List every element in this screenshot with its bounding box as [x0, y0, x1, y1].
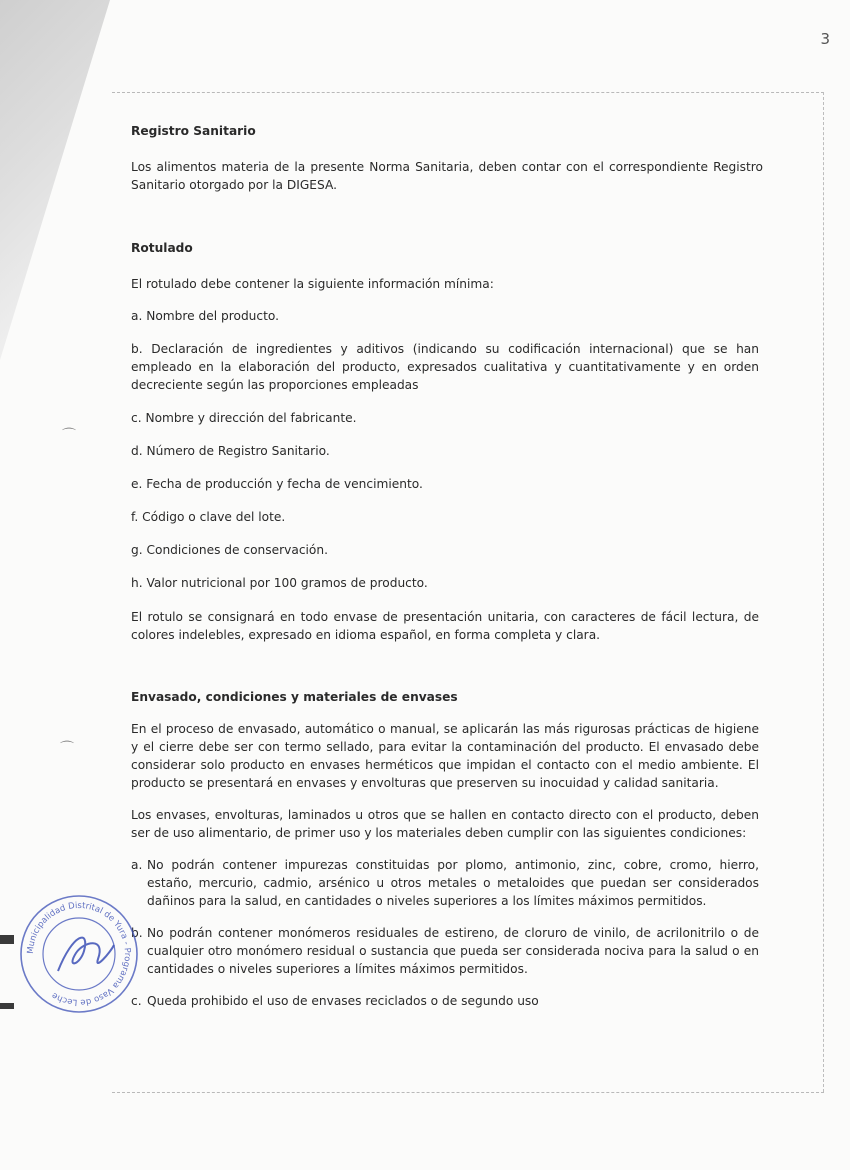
envasado-paragraph: Los envases, envolturas, laminados u otros que se hallen en contacto directo con el producto, deben ser de uso alimentario, de primer uso y los materiales deben cumplir con las siguientes condiciones: — [131, 808, 759, 840]
condition-item — [131, 992, 759, 1010]
section-heading-rotulado: Rotulado — [131, 241, 193, 255]
signature-scribble — [58, 938, 114, 971]
document-body — [131, 122, 763, 1010]
condition-text: Queda prohibido el uso de envases reciclados o de segundo uso — [147, 994, 539, 1008]
rotulado-item: f. Código o clave del lote. — [131, 510, 286, 524]
scan-edge-mark — [0, 1003, 14, 1009]
page-border-top — [112, 92, 824, 93]
rotulado-item: e. Fecha de producción y fecha de vencimiento. — [131, 477, 423, 491]
section-heading-envasado: Envasado, condiciones y materiales de envases — [131, 690, 458, 704]
envasado-paragraph: En el proceso de envasado, automático o manual, se aplicarán las más rigurosas prácticas de higiene y el cierre debe ser con termo sellado, para evitar la contaminación del producto. El envasado debe considerar solo producto en envases herméticos que impidan el contacto con el medio ambiente. El producto se presentará en envases y envolturas que preserven su inocuidad y calidad sanitaria. — [131, 722, 759, 790]
page-border-right — [823, 92, 824, 1092]
condition-text: No podrán contener monómeros residuales de estireno, de cloruro de vinilo, de acrilonitrilo o de cualquier otro monómero residual o sustancia que pueda ser considerada nociva para la salud o en cantidades o niveles superiores a límites máximos permitidos. — [147, 926, 759, 976]
stamp-ring-text: Municipalidad Distrital de Yura - Programa Vaso de Leche — [25, 900, 133, 1008]
rotulado-closing: El rotulo se consignará en todo envase de presentación unitaria, con caracteres de fácil lectura, de colores indelebles, expresado en idioma español, en forma completa y clara. — [131, 610, 759, 642]
registro-paragraph: Los alimentos materia de la presente Norma Sanitaria, deben contar con el correspondiente Registro Sanitario otorgado por la DIGESA. — [131, 160, 763, 192]
rotulado-intro: El rotulado debe contener la siguiente información mínima: — [131, 277, 494, 291]
page-number: 3 — [820, 30, 830, 48]
rotulado-item: d. Número de Registro Sanitario. — [131, 444, 330, 458]
municipal-stamp-seal — [18, 893, 140, 1015]
rotulado-item: a. Nombre del producto. — [131, 309, 279, 323]
condition-letter: a. — [131, 858, 143, 872]
condition-item — [131, 924, 759, 978]
rotulado-item: h. Valor nutricional por 100 gramos de producto. — [131, 576, 428, 590]
section-heading-registro: Registro Sanitario — [131, 124, 256, 138]
rotulado-item: c. Nombre y dirección del fabricante. — [131, 411, 357, 425]
scan-shadow-corner — [0, 0, 110, 360]
condition-letter: b. — [131, 926, 143, 940]
scan-edge-mark — [0, 935, 14, 944]
page-border-bottom — [112, 1092, 824, 1093]
svg-text:Municipalidad Distrital de Yur — [26, 901, 132, 1007]
condition-text: No podrán contener impurezas constituidas por plomo, antimonio, zinc, cobre, cromo, hierro, estaño, mercurio, cadmio, arsénico u otros metales o metaloides que puedan ser considerados dañinos para la salud, en cantidades o niveles superiores a los límites máximos permitidos. — [147, 858, 759, 908]
punch-hole-mark: ⌒ — [60, 741, 74, 757]
rotulado-item: b. Declaración de ingredientes y aditivos (indicando su codificación internacional) que se han empleado en la elaboración del producto, expresados cualitativa y cuantitativamente y en orden decreciente según las proporciones empleadas — [131, 342, 759, 392]
condition-item — [131, 856, 759, 910]
rotulado-item: g. Condiciones de conservación. — [131, 543, 328, 557]
punch-hole-mark: ⌒ — [62, 428, 76, 444]
condition-letter: c. — [131, 994, 142, 1008]
